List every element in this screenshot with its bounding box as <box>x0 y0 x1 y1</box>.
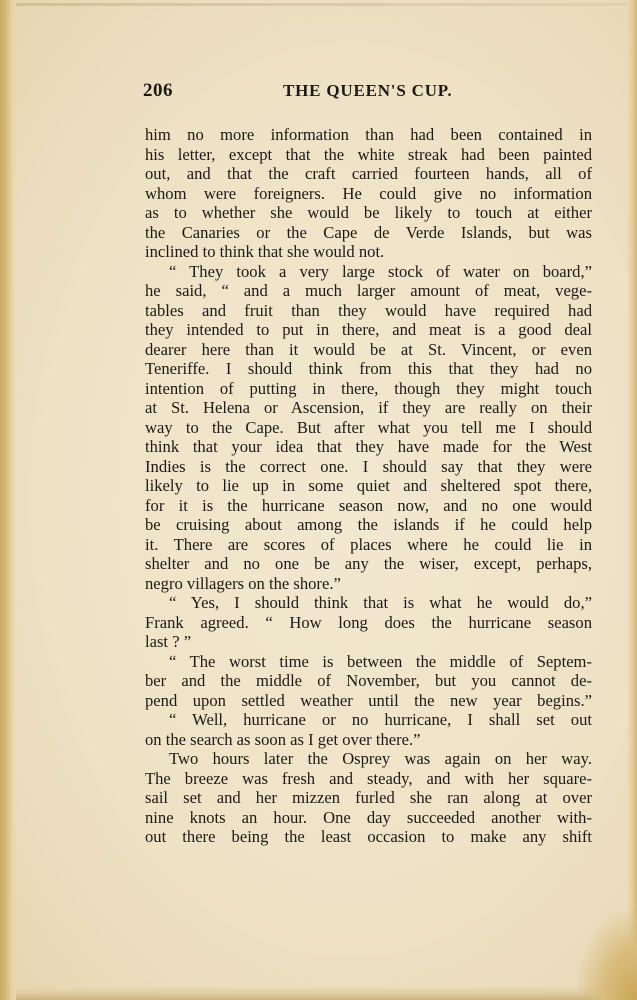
page-left-edge-stain <box>0 0 16 1000</box>
text-line: intention of putting in there, though they might touch <box>145 378 592 398</box>
text-line: “ They took a very large stock of water on board,” <box>169 261 592 281</box>
text-line: be cruising about among the islands if he could help <box>145 515 592 534</box>
text-line: for it is the hurricane season now, and no one would <box>145 495 592 515</box>
text-line: shelter and no one be any the wiser, except, perhaps, <box>145 554 592 573</box>
text-line: dearer here than it would be at St. Vincent, or even <box>145 339 592 359</box>
page-top-edge <box>16 3 627 6</box>
text-line: it. There are scores of places where he could lie in <box>145 534 592 554</box>
text-line: Teneriffe. I should think from this that they had no <box>145 359 592 378</box>
page-header <box>143 80 593 110</box>
text-line: ber and the middle of November, but you cannot de- <box>145 671 592 690</box>
text-line: out there being the least occasion to make any shift <box>145 827 592 846</box>
text-line: him no more information than had been contained in <box>145 125 592 144</box>
text-line: pend upon settled weather until the new year begins.” <box>145 690 592 710</box>
text-line: The breeze was fresh and steady, and with her square- <box>145 768 592 788</box>
text-line: “ Yes, I should think that is what he would do,” <box>169 593 592 612</box>
page-bottom-edge-stain <box>16 986 637 1000</box>
text-line: inclined to think that she would not. <box>145 242 385 261</box>
text-line: he said, “ and a much larger amount of meat, vege- <box>145 281 592 300</box>
text-line: nine knots an hour. One day succeeded another with- <box>145 807 592 827</box>
running-title: THE QUEEN'S CUP. <box>283 81 453 100</box>
text-line: negro villagers on the shore.” <box>145 573 341 593</box>
text-line: sail set and her mizzen furled she ran along at over <box>145 788 592 807</box>
text-line: way to the Cape. But after what you tell me I should <box>145 417 592 437</box>
text-line: as to whether she would be likely to touch at either <box>145 203 592 222</box>
text-line: Two hours later the Osprey was again on her way. <box>169 749 592 768</box>
text-line: his letter, except that the white streak had been painted <box>145 144 592 164</box>
body-text <box>145 125 592 847</box>
text-line: the Canaries or the Cape de Verde Islands, but was <box>145 222 592 242</box>
text-line: they intended to put in there, and meat is a good deal <box>145 320 592 339</box>
text-line: “ The worst time is between the middle of Septem- <box>169 651 592 671</box>
text-line: Indies is the correct one. I should say that they were <box>145 456 592 476</box>
page-right-edge-stain <box>627 0 637 1000</box>
text-line: “ Well, hurricane or no hurricane, I shall set out <box>169 710 592 729</box>
text-line: whom were foreigners. He could give no information <box>145 183 592 203</box>
text-line: tables and fruit than they would have required had <box>145 300 592 320</box>
text-line: on the search as soon as I get over there.” <box>145 729 421 749</box>
page-number: 206 <box>143 80 173 101</box>
corner-stain <box>577 910 637 1000</box>
text-line: Frank agreed. “ How long does the hurricane season <box>145 612 592 632</box>
text-line: last ? ” <box>145 632 192 651</box>
text-line: think that your idea that they have made for the West <box>145 437 592 456</box>
text-line: at St. Helena or Ascension, if they are really on their <box>145 398 592 417</box>
text-line: likely to lie up in some quiet and sheltered spot there, <box>145 476 592 495</box>
text-line: out, and that the craft carried fourteen hands, all of <box>145 164 592 183</box>
